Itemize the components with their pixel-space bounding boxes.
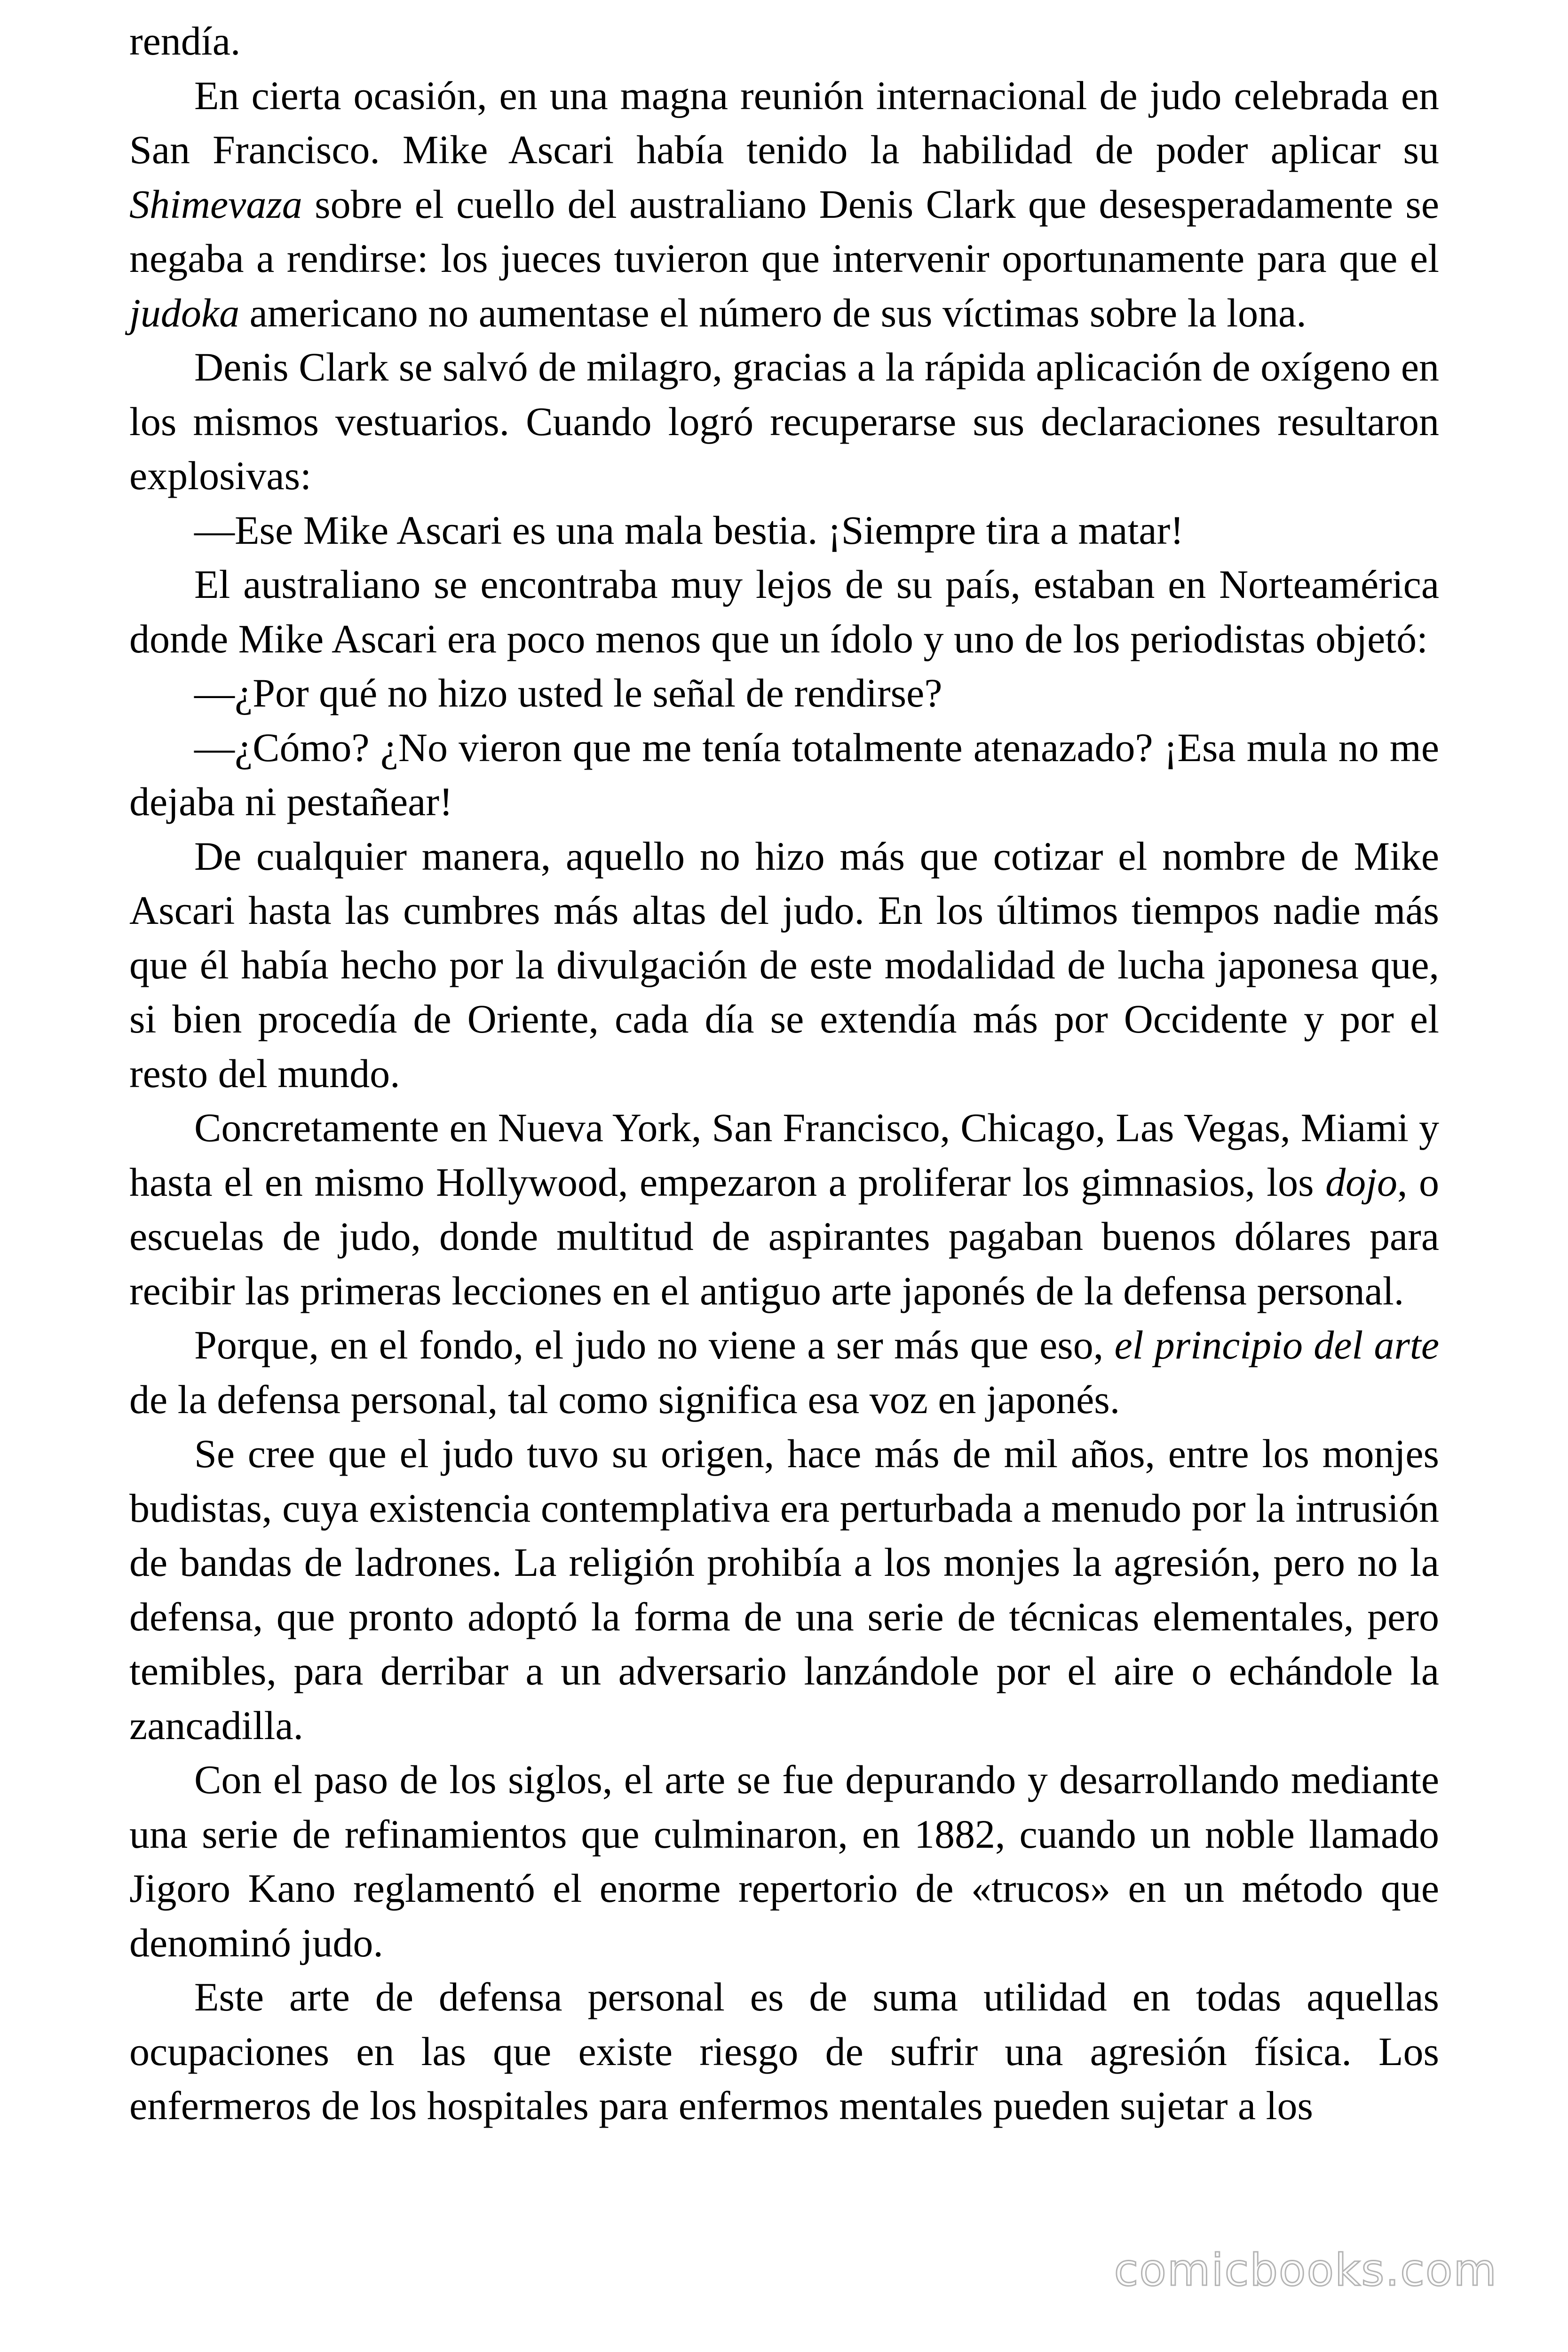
paragraph bbox=[129, 1970, 1439, 2133]
italic-text: dojo bbox=[1325, 1159, 1398, 1205]
italic-text: judoka bbox=[129, 290, 240, 335]
text-run: El australiano se encontraba muy lejos de su país, estaban en Norteamérica donde Mike Ascari era poco menos que un ídolo y uno de los periodistas objetó: bbox=[129, 562, 1439, 661]
text-run: sobre el cuello del australiano Denis Clark que desesperadamente se negaba a rendirse: los jueces tuvieron que intervenir oportunamente para que el bbox=[129, 181, 1439, 281]
italic-text: Shimevaza bbox=[129, 181, 302, 227]
body-text-column bbox=[129, 14, 1439, 2133]
text-run: de la defensa personal, tal como significa esa voz en japonés. bbox=[129, 1376, 1120, 1422]
paragraph bbox=[129, 557, 1439, 666]
text-run: americano no aumentase el número de sus víctimas sobre la lona. bbox=[239, 290, 1307, 335]
paragraph bbox=[129, 1101, 1439, 1318]
italic-text: el principio del arte bbox=[1114, 1322, 1439, 1367]
paragraph bbox=[129, 829, 1439, 1101]
text-run: En cierta ocasión, en una magna reunión internacional de judo celebrada en San Francisco. Mike Ascari había tenido la habilidad de poder aplicar su bbox=[129, 72, 1439, 172]
text-run: Denis Clark se salvó de milagro, gracias a la rápida aplicación de oxígeno en los mismos vestuarios. Cuando logró recuperarse sus declaraciones resultaron explosivas: bbox=[129, 344, 1439, 498]
text-run: rendía. bbox=[129, 18, 241, 64]
paragraph bbox=[129, 340, 1439, 503]
paragraph bbox=[129, 666, 1439, 721]
text-run: Con el paso de los siglos, el arte se fue depurando y desarrollando mediante una serie de refinamientos que culminaron, en 1882, cuando un noble llamado Jigoro Kano reglamentó el enorme repertorio de «trucos» en un método que denominó judo. bbox=[129, 1757, 1439, 1965]
text-run: Este arte de defensa personal es de suma utilidad en todas aquellas ocupaciones en las que existe riesgo de sufrir una agresión física. Los enfermeros de los hospitales para enfermos mentales pueden sujetar a los bbox=[129, 1974, 1439, 2128]
text-run: Porque, en el fondo, el judo no viene a ser más que eso, bbox=[194, 1322, 1115, 1367]
text-run: —¿Cómo? ¿No vieron que me tenía totalmente atenazado? ¡Esa mula no me dejaba ni pestañear! bbox=[129, 724, 1439, 824]
paragraph bbox=[129, 503, 1439, 558]
paragraph bbox=[129, 69, 1439, 341]
paragraph bbox=[129, 721, 1439, 829]
paragraph bbox=[129, 1427, 1439, 1753]
text-run: —¿Por qué no hizo usted le señal de rendirse? bbox=[194, 670, 942, 715]
watermark: comicbooks.com bbox=[1114, 2245, 1497, 2296]
text-run: , o escuelas de judo, donde multitud de aspirantes pagaban buenos dólares para recibir las primeras lecciones en el antiguo arte japonés de la defensa personal. bbox=[129, 1159, 1440, 1313]
paragraph bbox=[129, 1753, 1439, 1970]
text-run: Concretamente en Nueva York, San Francisco, Chicago, Las Vegas, Miami y hasta el en mismo Hollywood, empezaron a proliferar los gimnasios, los bbox=[129, 1105, 1439, 1205]
paragraph bbox=[129, 14, 1439, 69]
text-run: De cualquier manera, aquello no hizo más que cotizar el nombre de Mike Ascari hasta las cumbres más altas del judo. En los últimos tiempos nadie más que él había hecho por la divulgación de este modalidad de lucha japonesa que, si bien procedía de Oriente, cada día se extendía más por Occidente y por el resto del mundo. bbox=[129, 833, 1439, 1096]
text-run: Se cree que el judo tuvo su origen, hace más de mil años, entre los monjes budistas, cuya existencia contemplativa era perturbada a menudo por la intrusión de bandas de ladrones. La religión prohibía a los monjes la agresión, pero no la defensa, que pronto adoptó la forma de una serie de técnicas elementales, pero temibles, para derribar a un adversario lanzándole por el aire o echándole la zancadilla. bbox=[129, 1431, 1439, 1748]
paragraph bbox=[129, 1318, 1439, 1427]
text-run: —Ese Mike Ascari es una mala bestia. ¡Siempre tira a matar! bbox=[194, 507, 1184, 553]
